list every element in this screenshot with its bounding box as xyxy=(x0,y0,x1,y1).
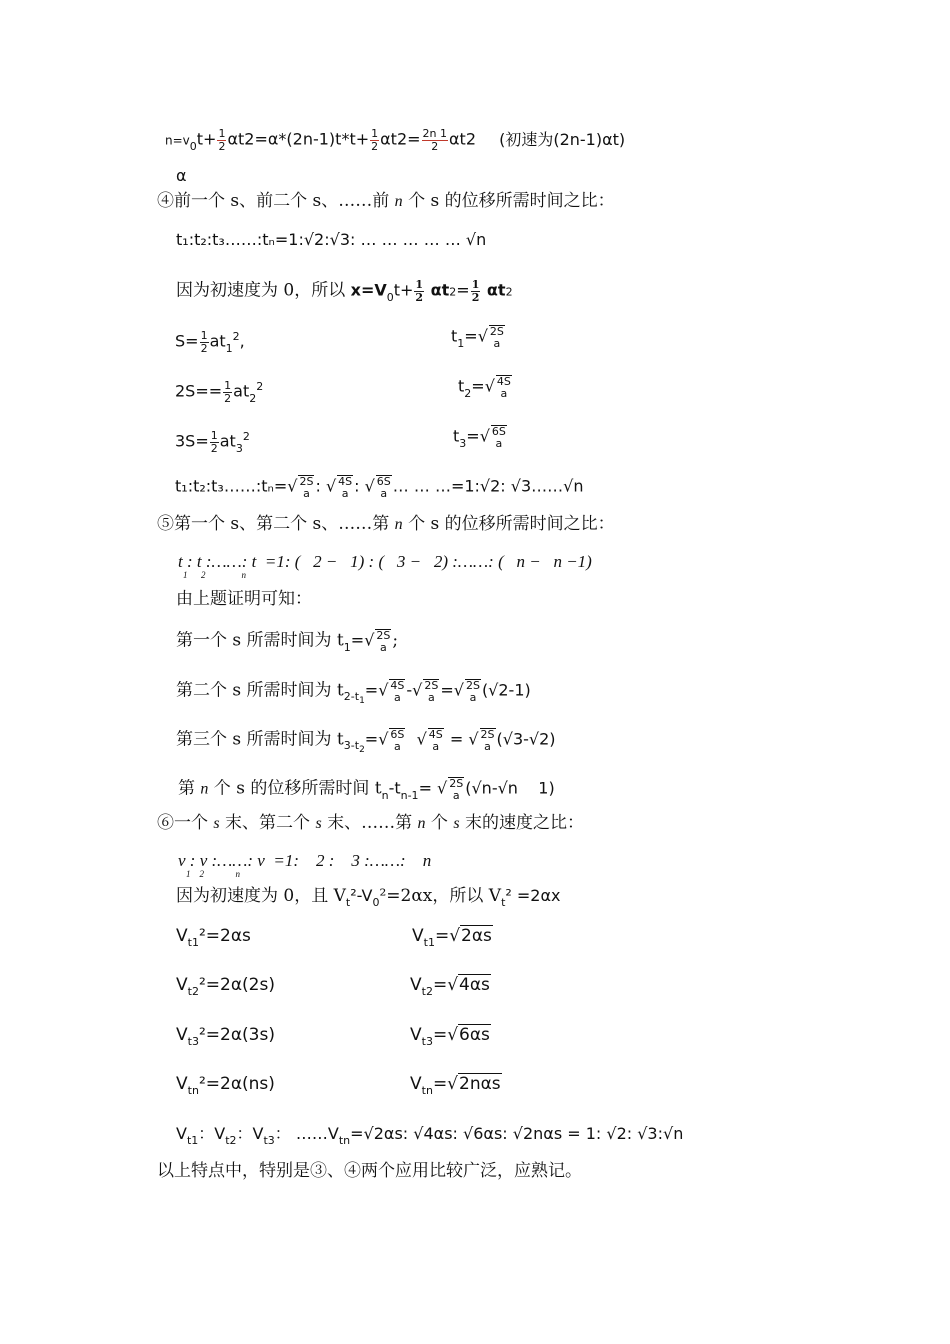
intro-x: x=V xyxy=(350,280,387,300)
sqrt-fraction xyxy=(465,679,481,703)
v-row-3-left xyxy=(176,1025,275,1048)
sqrt-fraction xyxy=(480,728,496,752)
frac-den: a xyxy=(341,486,349,500)
intro-part: ²-V xyxy=(350,886,373,905)
sqrt-fraction xyxy=(491,425,507,449)
formula-part4: αt2 xyxy=(449,129,476,149)
intro-fraction-2 xyxy=(471,279,481,303)
intro-at-2: αt xyxy=(481,280,506,300)
sqrt-fraction xyxy=(428,728,444,752)
frac-num: 1 xyxy=(210,429,218,442)
frac-num: 2S xyxy=(299,475,314,488)
v-radicand: 4αs xyxy=(459,975,490,995)
section5-second xyxy=(176,679,531,706)
v-sub: t3 xyxy=(187,1035,199,1048)
sqrt-fraction xyxy=(298,475,314,499)
v-sub: tn xyxy=(187,1084,199,1097)
second-equals: =√ xyxy=(440,680,464,700)
heading-text-end: 个 s 的位移所需时间之比： xyxy=(402,514,615,534)
second-sub2: 1 xyxy=(359,695,365,706)
s-row-1-right xyxy=(451,325,506,349)
row-eq-sqrt: =√ xyxy=(471,376,495,396)
c-sub: t3 xyxy=(263,1134,275,1147)
intro-eq: = xyxy=(456,280,470,300)
second-minus: -√ xyxy=(406,680,423,700)
intro-sub: t xyxy=(345,896,351,909)
nth-tail: (√n-√n 1) xyxy=(465,778,555,798)
section6-ratio-subscripts: 1 2 n xyxy=(186,869,240,879)
v-sub: t2 xyxy=(421,985,433,998)
section4-heading xyxy=(157,193,615,210)
row-sup: 2 xyxy=(232,329,240,343)
heading-text: ④前一个 s、前二个 s、……前 xyxy=(157,191,395,211)
sqrt-fraction xyxy=(489,325,505,349)
v-radicand: 2nαs xyxy=(459,1074,501,1094)
heading-n: n xyxy=(417,815,426,832)
frac-den: 2 xyxy=(218,139,226,153)
section5-first xyxy=(176,629,398,653)
v-radicand: 6αs xyxy=(459,1025,490,1045)
c-sep: ： ……V xyxy=(274,1124,339,1143)
sqrt-fraction xyxy=(496,375,512,399)
nth-eq: = √ xyxy=(418,778,448,798)
c-sub: t1 xyxy=(186,1134,199,1147)
section4-ratio: t₁:t₂:t₃……:tₙ=1:√2:√3: … … … … … √n xyxy=(176,230,487,249)
v-letter: V xyxy=(176,1074,188,1094)
first-text: 第一个 s 所需时间为 t xyxy=(176,630,344,651)
frac-num: 4S xyxy=(428,728,443,741)
frac-num: 2S xyxy=(449,777,464,790)
frac-num: 1 xyxy=(200,329,208,342)
frac-den: a xyxy=(432,739,440,753)
v-eq: =√ xyxy=(432,1074,459,1094)
frac-num: 2S xyxy=(376,629,391,642)
heading-text: 个 xyxy=(425,813,454,833)
v-row-4-left xyxy=(176,1074,275,1097)
frac-num: 4S xyxy=(338,475,353,488)
v-sub: t3 xyxy=(421,1035,433,1048)
frac-den: a xyxy=(380,640,387,654)
frac-num: 6S xyxy=(376,475,391,488)
row-eq-sqrt: =√ xyxy=(466,426,490,446)
heading-text-end: 末的速度之比： xyxy=(459,813,584,833)
row-fraction xyxy=(210,430,219,454)
footer-note: 以上特点中，特别是③、④两个应用比较广泛，应熟记。 xyxy=(157,1161,582,1181)
frac-num: 2S xyxy=(489,325,504,338)
formula-part2: αt2=α*(2n-1)t*t+ xyxy=(227,129,370,149)
intro-text: 因为初速度为 0，所以 xyxy=(176,280,351,301)
c-sep: ：V xyxy=(236,1124,264,1143)
row-t-sub: 3 xyxy=(459,436,467,450)
row-left: S= xyxy=(175,331,199,351)
fraction-2n-1 xyxy=(422,128,448,152)
intro-at: αt xyxy=(425,280,450,300)
heading-text: 末、第二个 xyxy=(219,813,316,833)
v0-subscript: 0 xyxy=(189,139,197,153)
second-eq: =√ xyxy=(364,680,389,700)
first-sub: 1 xyxy=(343,640,351,654)
v-sub: t1 xyxy=(187,936,199,949)
second-sub: 2-t xyxy=(343,689,360,703)
section5-ratio-subscripts: 1 2 n xyxy=(183,570,246,580)
frac-num: 2n 1 xyxy=(422,127,447,140)
v-row-3-right xyxy=(410,1025,491,1048)
third-sub: 3-t xyxy=(343,738,360,752)
frac-den: a xyxy=(394,690,401,704)
sqrt-fraction xyxy=(337,475,353,499)
conclusion-start: t₁:t₂:t₃……:tₙ=√ xyxy=(175,476,298,496)
row-at: at xyxy=(233,381,250,401)
frac-num: 1 xyxy=(224,379,232,392)
third-equals: = √ xyxy=(444,729,479,749)
v-letter: V xyxy=(410,1025,422,1045)
v-eq: =√ xyxy=(432,1025,459,1045)
heading-n: n xyxy=(394,516,403,533)
frac-den: 2 xyxy=(210,441,218,455)
intro-sub: 0 xyxy=(372,896,380,909)
second-text: 第二个 s 所需时间为 t xyxy=(176,680,344,701)
heading-text: ⑥一个 xyxy=(157,813,214,833)
sqrt-fraction xyxy=(376,475,392,499)
row-fraction xyxy=(200,330,209,354)
v-row-2-right xyxy=(410,975,491,998)
intro-t: t+ xyxy=(393,280,414,300)
frac-den: a xyxy=(427,690,435,704)
v-letter: V xyxy=(176,926,188,946)
frac-num: 1 xyxy=(415,278,424,291)
intro-part: ²=2αx，所以 V xyxy=(379,886,502,906)
section5-third xyxy=(176,728,556,755)
nth-text-2: 个 s 的位移所需时间 t xyxy=(208,778,382,799)
formula-part3: αt2= xyxy=(380,129,421,149)
frac-num: 4S xyxy=(496,375,511,388)
intro-part: ² =2αx xyxy=(505,886,561,905)
v-eq: ²=2α(ns) xyxy=(198,1074,275,1094)
third-eq: =√ xyxy=(364,729,389,749)
v-row-1-left xyxy=(176,926,251,949)
intro-sub: t xyxy=(501,896,506,909)
v-eq: =√ xyxy=(434,926,461,946)
row-at: at xyxy=(209,331,226,351)
row-left: 2S== xyxy=(175,381,223,401)
sqrt-fraction xyxy=(389,728,405,752)
v-row-2-left xyxy=(176,975,275,998)
row-sub: 3 xyxy=(235,441,243,455)
v-sub: t2 xyxy=(187,985,199,998)
frac-den: a xyxy=(380,486,388,500)
s-row-2-right xyxy=(458,375,513,399)
frac-num: 1 xyxy=(371,127,379,140)
frac-num: 2S xyxy=(424,679,439,692)
intro-sub: 0 xyxy=(386,290,394,304)
heading-n: n xyxy=(394,193,403,210)
row-t-sub: 2 xyxy=(464,386,472,400)
row-t: t xyxy=(458,376,465,396)
initial-velocity-note: (初速为(2n-1)αt) xyxy=(499,129,626,149)
heading-text-end: 个 s 的位移所需时间之比： xyxy=(402,191,615,211)
s-row-3-left xyxy=(175,430,250,454)
heading-s: s xyxy=(213,815,220,832)
intro-fraction xyxy=(414,279,424,303)
frac-den: 2 xyxy=(471,290,480,304)
section6-conclusion xyxy=(176,1124,684,1147)
v-sub: tn xyxy=(421,1084,433,1097)
nth-minus-t: -t xyxy=(388,778,401,798)
row-t: t xyxy=(453,426,460,446)
section5-heading xyxy=(157,516,615,533)
s-row-2-left xyxy=(175,380,263,404)
frac-num: 2S xyxy=(480,728,495,741)
c-sub: t2 xyxy=(225,1134,237,1147)
section4-conclusion: t₁:t₂:t₃……:tₙ=√ 2S a : √ 4S a : √ 6S a … … …=1:√2: √3……√n xyxy=(175,475,584,500)
row-sub: 1 xyxy=(225,341,233,355)
v-eq: =√ xyxy=(432,975,459,995)
frac-den: a xyxy=(493,336,501,350)
v-letter: V xyxy=(176,975,188,995)
nth-sub: n xyxy=(381,788,389,802)
section6-intro xyxy=(176,886,561,909)
section6-ratio: v : v :……: v =1: 2 : 3 :……: n xyxy=(178,851,432,870)
row-t: t xyxy=(451,326,458,346)
first-semicolon: ; xyxy=(392,630,399,651)
first-eq: =√ xyxy=(350,630,375,650)
heading-s: s xyxy=(315,815,322,832)
c-letter: V xyxy=(176,1124,187,1143)
frac-den: a xyxy=(452,788,460,802)
intro-text: 因为初速度为 0，且 V xyxy=(176,886,346,906)
frac-num: 1 xyxy=(471,278,480,291)
formula-start: n=v xyxy=(165,133,190,148)
section5-nth xyxy=(178,777,555,801)
nth-text: 第 xyxy=(178,778,201,799)
s-row-3-right xyxy=(453,425,508,449)
conclusion-end: … … …=1:√2: √3……√n xyxy=(392,476,584,496)
sqrt-fraction xyxy=(423,679,439,703)
section5-ratio: t : t :……: t =1: ( 2 − 1) : ( 3 − 2) :……: ( n − n −1) xyxy=(178,552,592,571)
v-eq: ²=2αs xyxy=(198,926,251,946)
row-sup: 2 xyxy=(242,429,250,443)
fraction-half-2 xyxy=(370,128,379,152)
frac-num: 2S xyxy=(465,679,480,692)
frac-den: a xyxy=(484,739,491,753)
heading-text: ⑤第一个 s、第二个 s、……第 xyxy=(157,514,395,534)
section4-intro: 因为初速度为 0，所以 $x=V_0t+$ $\frac{1}{2}$ αt2= $\frac{1}{2}$ αt2 xyxy=(176,278,513,304)
v-sub: t1 xyxy=(423,936,435,949)
s-row-1-left xyxy=(175,330,245,354)
v-letter: V xyxy=(176,1025,188,1045)
frac-den: 2 xyxy=(200,341,208,355)
third-text: 第三个 s 所需时间为 t xyxy=(176,729,344,750)
frac-num: 6S xyxy=(390,728,405,741)
frac-den: a xyxy=(394,739,401,753)
second-tail: (√2-1) xyxy=(481,680,531,700)
frac-den: 2 xyxy=(431,139,439,153)
frac-den: 2 xyxy=(224,391,232,405)
nth-sub2: n-1 xyxy=(400,788,419,802)
v-letter: V xyxy=(410,975,422,995)
v-eq: ²=2α(3s) xyxy=(198,1025,275,1045)
frac-den: 2 xyxy=(415,290,424,304)
row-sub: 2 xyxy=(249,391,257,405)
sqrt-fraction xyxy=(448,777,464,801)
frac-den: a xyxy=(500,386,508,400)
frac-num: 6S xyxy=(491,425,506,438)
fraction-half-1 xyxy=(217,128,226,152)
top-formula xyxy=(165,128,625,152)
sqrt-fraction xyxy=(389,679,405,703)
row-at: at xyxy=(219,431,236,451)
row-eq-sqrt: =√ xyxy=(464,326,488,346)
v-letter: V xyxy=(412,926,424,946)
row-fraction xyxy=(223,380,232,404)
heading-text: 末、……第 xyxy=(321,813,418,833)
v-eq: ²=2α(2s) xyxy=(198,975,275,995)
sqrt-fraction xyxy=(375,629,391,653)
row-left: 3S= xyxy=(175,431,209,451)
v-letter: V xyxy=(410,1074,422,1094)
v-row-4-right xyxy=(410,1074,502,1097)
frac-num: 1 xyxy=(218,127,226,140)
row-t-sub: 1 xyxy=(457,336,465,350)
row-comma: , xyxy=(239,331,245,351)
frac-den: 2 xyxy=(371,139,379,153)
section6-heading xyxy=(157,815,584,832)
c-sub: tn xyxy=(338,1134,351,1147)
frac-den: a xyxy=(303,486,310,500)
row-sup: 2 xyxy=(256,379,264,393)
v-radicand: 2αs xyxy=(461,926,492,946)
nth-n: n xyxy=(200,780,209,798)
v-row-1-right xyxy=(412,926,493,949)
formula-part1: t+ xyxy=(196,129,217,149)
heading-s: s xyxy=(453,815,460,832)
frac-num: 4S xyxy=(390,679,405,692)
third-tail: (√3-√2) xyxy=(496,729,556,749)
alpha-symbol: α xyxy=(176,166,187,185)
c-sep: ：V xyxy=(198,1124,226,1143)
section5-proof-intro: 由上题证明可知： xyxy=(176,589,312,609)
third-sub2: 2 xyxy=(359,744,365,755)
frac-den: a xyxy=(469,690,477,704)
c-tail: =√2αs: √4αs: √6αs: √2nαs = 1: √2: √3:√n xyxy=(350,1124,684,1143)
third-minus: √ xyxy=(406,729,427,749)
frac-den: a xyxy=(495,436,503,450)
